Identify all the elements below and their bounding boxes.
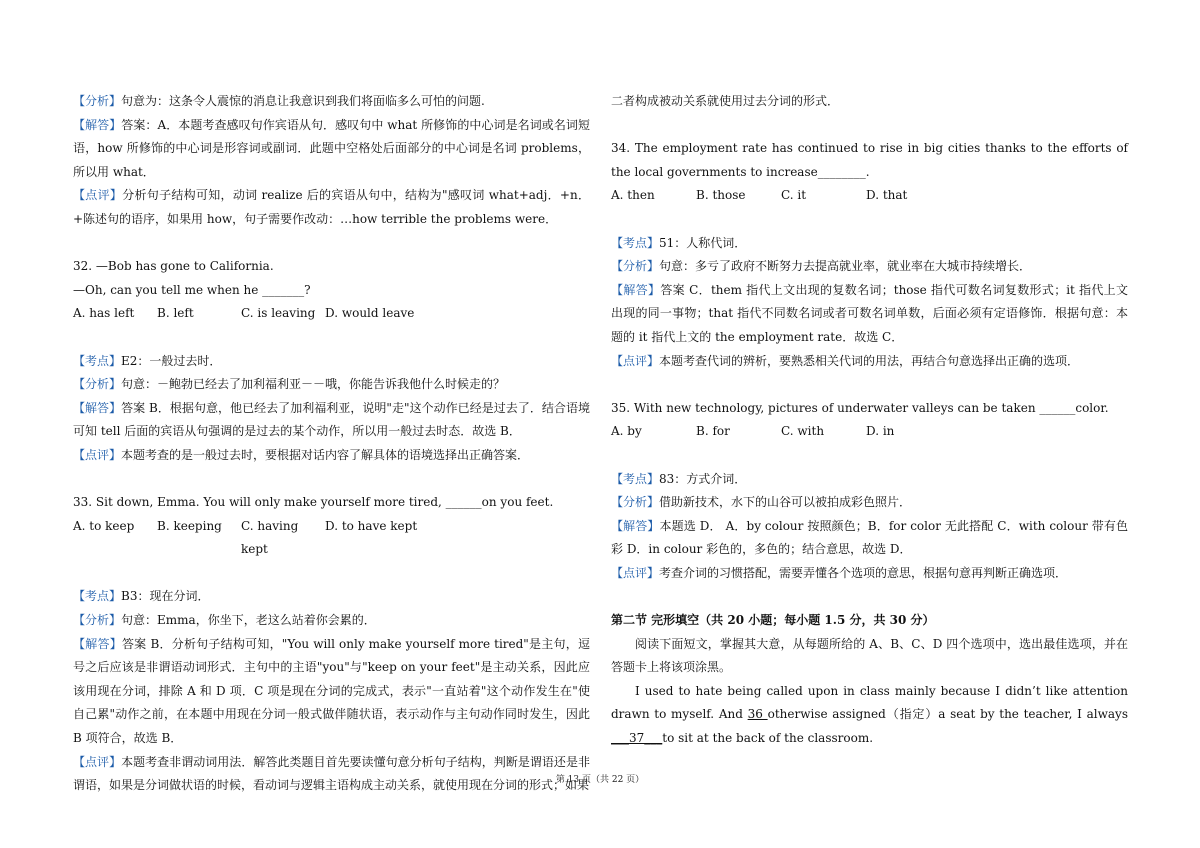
q35-comment: 【点评】考查介词的习惯搭配，需要弄懂各个选项的意思，根据句意再判断正确选项． <box>611 565 1068 580</box>
q35-answer: 【解答】本题选 D． A．by colour 按照颜色；B．for color 无此搭配 C．with colour 带有色彩 D．in colour 彩色的，多色的；结合意思，故选 D． <box>611 518 1128 557</box>
comment-tag: 【点评】 <box>73 447 122 462</box>
option-d: D. that <box>866 188 908 203</box>
option-d: D. would leave <box>325 306 415 321</box>
option-b: B. those <box>696 188 746 203</box>
analysis-tag: 【分析】 <box>73 613 122 628</box>
point-tag: 【考点】 <box>73 589 122 604</box>
option-d: D. in <box>866 424 895 439</box>
q35-analysis: 【分析】借助新技术，水下的山谷可以被拍成彩色照片． <box>611 495 912 510</box>
option-c: C. it <box>781 188 807 203</box>
q35-options <box>611 420 1128 444</box>
option-c: C. is leaving <box>241 306 316 321</box>
answer-tag: 【解答】 <box>611 518 660 533</box>
option-b: B. left <box>157 306 194 321</box>
q32-point: 【考点】E2：一般过去时． <box>73 353 222 368</box>
q34-comment: 【点评】本题考查代词的辨析，要熟悉相关代词的用法，再结合句意选择出正确的选项． <box>611 353 1080 368</box>
comment-tag: 【点评】 <box>73 188 123 203</box>
option-a: A. to keep <box>73 518 135 533</box>
analysis-tag: 【分析】 <box>73 377 122 392</box>
option-a: A. then <box>611 188 655 203</box>
q34-options <box>611 184 1128 208</box>
q33-comment-continued: 二者构成被动关系就使用过去分词的形式． <box>611 94 840 108</box>
option-a: A. by <box>611 424 642 439</box>
left-column <box>73 90 590 798</box>
option-c: C. with <box>781 424 825 439</box>
q33-options <box>73 515 590 562</box>
comment-tag: 【点评】 <box>611 353 660 368</box>
q34-answer: 【解答】答案 C．them 指代上文出现的复数名词；those 指代可数名词复数形式；it 指代上文出现的同一事物；that 指代不同数名词或者可数名词单数，后面必须有定语修饰．根据句意：本题的 it 指代上文的 the employment rate．故选 C． <box>611 282 1128 344</box>
q31-answer: 【解答】答案：A．本题考查感叹句作宾语从句．感叹句中 what 所修饰的中心词是名词或名词短语，how 所修饰的中心词是形容词或副词．此题中空格处后面部分的中心词是名词 problems，所以用 what． <box>73 117 590 179</box>
q33-comment: 【点评】本题考查非谓动词用法．解答此类题目首先要读懂句意分析句子结构，判断是谓语还是非谓语，如果是分词做状语的时候，看动词与逻辑主语构成主动关系，就使用现在分词的形式；如果 <box>73 754 590 793</box>
q34-stem: 34. The employment rate has continued to rise in big cities thanks to the efforts of the local governments to increase________. <box>611 141 1128 179</box>
option-c: C. having kept <box>241 518 299 557</box>
option-b: B. for <box>696 424 730 439</box>
q33-stem: 33. Sit down, Emma. You will only make yourself more tired, ______on you feet. <box>73 495 554 510</box>
q32-analysis: 【分析】句意：－鲍勃已经去了加利福利亚－－哦，你能告诉我他什么时候走的？ <box>73 377 506 392</box>
blank-36: 36 <box>747 707 768 722</box>
point-tag: 【考点】 <box>611 471 660 486</box>
q34-analysis: 【分析】句意：多亏了政府不断努力去提高就业率，就业率在大城市持续增长． <box>611 259 1032 274</box>
q34-point: 【考点】51：人称代词． <box>611 235 747 250</box>
q32-answer: 【解答】答案 B．根据句意，他已经去了加利福利亚，说明"走"这个动作已经是过去了．结合语境可知 tell 后面的宾语从句强调的是过去的某个动作，所以用一般过去时态．故选 B． <box>73 400 590 439</box>
q33-answer: 【解答】答案 B．分析句子结构可知，"You will only make yourself more tired"是主句，逗号之后应该是非谓语动词形式．主句中的主语"you"与"keep on your feet"是主动关系，因此应该用现在分词，排除 A 和 D 项．C 项是现在分词的完成式，表示"一直站着"这个动作发生在"使自己累"动作之前，在本题中用现在分词一般式做伴随状语，表示动作与主句动作同时发生，因此 B 项符合，故选 B． <box>73 636 590 746</box>
q35-stem: 35. With new technology, pictures of underwater valleys can be taken ______color. <box>611 400 1109 415</box>
option-b: B. keeping <box>157 518 222 533</box>
q31-comment: 【点评】分析句子结构可知，动词 realize 后的宾语从句中，结构为"感叹词 what+adj．+n．+陈述句的语序，如果用 how，句子需要作改动：…how terrible the problems were． <box>73 188 590 226</box>
comment-tag: 【点评】 <box>73 754 122 769</box>
q35-point: 【考点】83：方式介词． <box>611 471 747 486</box>
page-footer: 第 13 页（共 22 页） <box>555 775 645 785</box>
q32-stem-line2: —Oh, can you tell me when he _______? <box>73 282 311 297</box>
option-a: A. has left <box>73 306 135 321</box>
point-tag: 【考点】 <box>611 235 660 250</box>
analysis-tag: 【分析】 <box>611 495 660 510</box>
q32-comment: 【点评】本题考查的是一般过去时，要根据对话内容了解具体的语境选择出正确答案． <box>73 447 530 462</box>
right-column <box>611 90 1128 751</box>
answer-tag: 【解答】 <box>73 400 122 415</box>
analysis-tag: 【分析】 <box>611 259 660 274</box>
answer-tag: 【解答】 <box>73 117 122 132</box>
section-instructions: 阅读下面短文，掌握其大意，从每题所给的 A、B、C、D 四个选项中，选出最佳选项，并在答题卡上将该项涂黑。 <box>611 636 1128 675</box>
q32-options <box>73 302 590 326</box>
blank-37: ___37___ <box>611 731 663 746</box>
comment-tag: 【点评】 <box>611 565 660 580</box>
section-title: 第二节 完形填空（共 20 小题；每小题 1.5 分，共 30 分） <box>611 613 935 628</box>
q33-analysis: 【分析】句意：Emma，你坐下，老这么站着你会累的． <box>73 613 376 628</box>
q31-analysis: 【分析】句意为：这条令人震惊的消息让我意识到我们将面临多么可怕的问题. <box>73 94 485 108</box>
answer-tag: 【解答】 <box>73 636 122 651</box>
cloze-passage: I used to hate being called upon in class mainly because I didn’t like attention drawn to myself. And 36 otherwise assigned（指定）a seat by the teacher, I always ___37___to sit at the back of the classroom. <box>611 683 1128 746</box>
analysis-tag: 【分析】 <box>73 94 122 108</box>
option-d: D. to have kept <box>325 518 418 533</box>
answer-tag: 【解答】 <box>611 282 661 297</box>
q32-stem-line1: 32. —Bob has gone to California. <box>73 259 274 274</box>
point-tag: 【考点】 <box>73 353 122 368</box>
q33-point: 【考点】B3：现在分词． <box>73 589 210 604</box>
